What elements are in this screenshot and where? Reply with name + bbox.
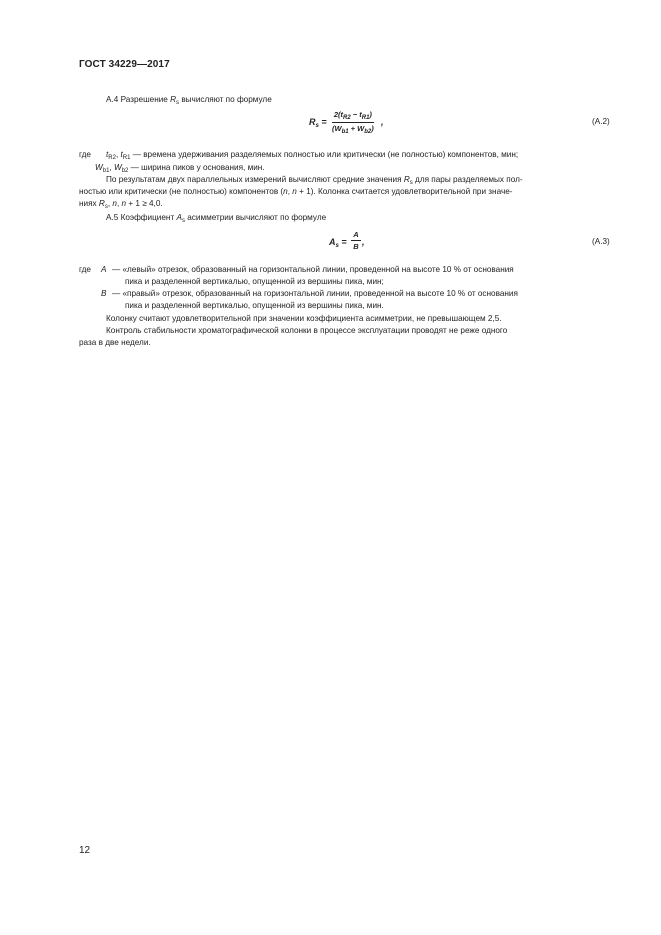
formula-a2-numerator: $2(t_{R2} - t_{R1})$ [333,110,372,121]
rs-paragraph-line-2: ностью или критически (не полностью) компонентов (n, n + 1). Колонка считается удовлетворительной при значе- [79,187,513,196]
a4-intro-text-end: вычисляют по формуле [179,95,272,104]
formula-a3-lhs: $A_s$ = [329,237,347,249]
where-label-2: где [79,265,91,274]
formula-a2-equals: = [318,117,327,127]
formula-a2-lhs [309,117,327,129]
where-w-line: $W_{b1}$, $W_{b2}$ — ширина пиков у основания, мин. [95,163,265,174]
formula-a2-comma: , [381,117,384,127]
section-a4-intro [106,94,272,109]
formula-a2-number: (А.2) [592,117,610,126]
as-symbol: A [176,213,182,222]
formula-a2-fraction [332,110,374,135]
document-header: ГОСТ 34229—2017 [79,59,170,70]
formula-a3-fraction [351,230,361,251]
where-a-description-line-2: пика и разделенной вертикалью, опущенной из вершины пика, мин; [125,277,384,286]
where-b-description-line-2: пика и разделенной вертикалью, опущенной из вершины пика, мин. [125,301,384,310]
formula-a3-fraction-bar [351,240,361,241]
formula-a2-denominator: $(W_{b1} + W_{b2})$ [332,124,374,135]
formula-a2-fraction-bar [332,122,374,123]
final-paragraph-2-line-1: Контроль стабильности хроматографической колонки в процессе эксплуатации проводят не реже одного [106,326,508,335]
rs-symbol: R [170,95,177,104]
page-number: 12 [79,845,91,856]
rs-paragraph-line-3: ниях $R_s$, n, n + 1 ≥ 4,0. [79,199,163,210]
formula-a3-comma: , [362,237,365,247]
where-t-description: — времена удерживания разделяемых полностью или критически (не полностью) компонентов, мин; [130,150,519,159]
where-a-symbol: A [101,265,107,274]
where-b-description-line-1: — «правый» отрезок, образованный на горизонтальной линии, проведенной на высоте 10 % от основания [112,289,518,298]
final-paragraph-2-line-2: раза в две недели. [79,338,151,347]
formula-a2-lhs-sub: s [315,123,319,129]
where-b-symbol: B [101,289,107,298]
a4-intro-text: А.4 Разрешение [106,95,171,104]
rs-paragraph-line-1: По результатам двух параллельных измерений вычисляют средние значения $R_s$ для пары разделяемых пол- [106,175,523,186]
section-a5-intro: А.5 Коэффициент $A_s$ асимметрии вычисляют по формуле [106,213,327,224]
final-paragraph-1: Колонку считают удовлетворительной при значении коэффициента асимметрии, не превышающем 2,5. [106,314,502,323]
where-a-description-line-1: — «левый» отрезок, образованный на горизонтальной линии, проведенной на высоте 10 % от основания [112,265,514,274]
rs-subscript: s [176,100,180,106]
formula-a3-numerator: A [353,230,359,239]
where-label-1: где [79,150,91,159]
formula-a2-lhs-symbol: R [309,117,316,127]
formula-a3-denominator: B [353,242,359,251]
where-t-line: $t_{R2}$, $t_{R1}$ — времена удерживания разделяемых полностью или критически (не полностью) компонентов, мин; [106,150,519,161]
where-w-description: — ширина пиков у основания, мин. [128,163,265,172]
formula-a3-number: (А.3) [592,237,610,246]
